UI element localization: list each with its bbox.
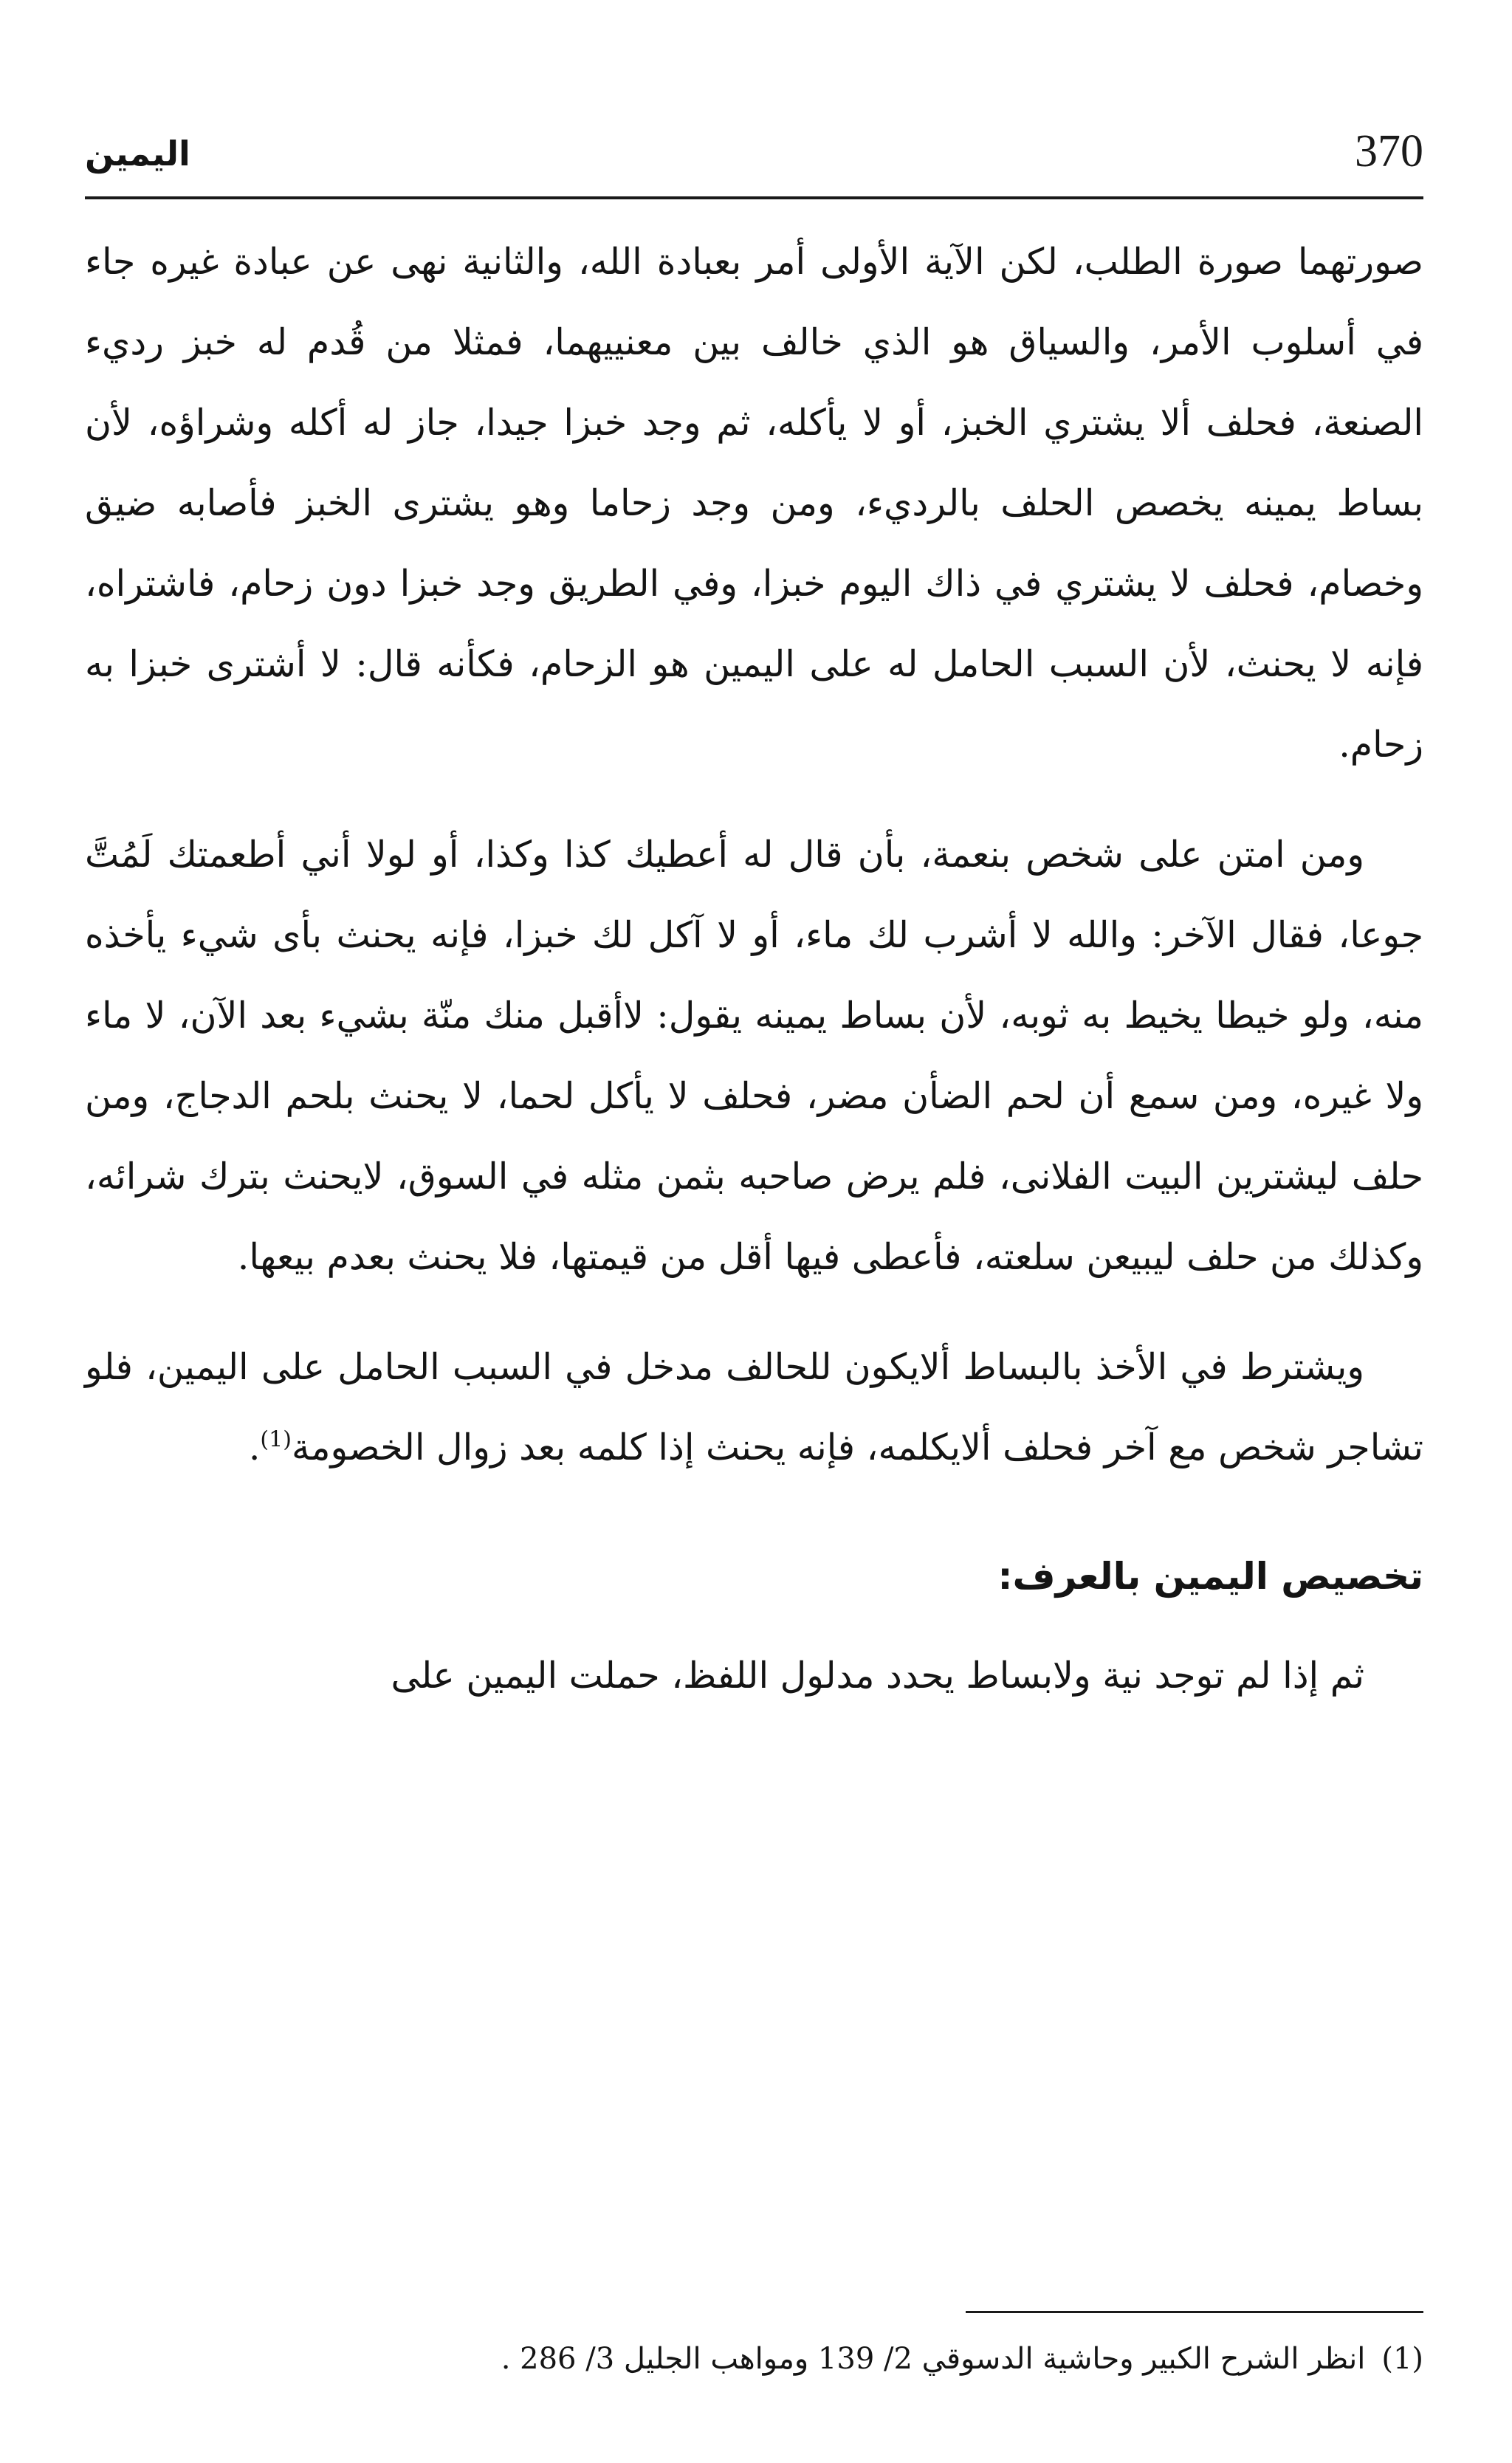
footnote-item bbox=[85, 2333, 1423, 2385]
footnotes bbox=[85, 2333, 1423, 2385]
paragraph-2: ومن امتن على شخص بنعمة، بأن قال له أعطيك كذا وكذا، أو لولا أني أطعمتك لَمُتَّ جوعا، فقال الآخر: والله لا أشرب لك ماء، أو لا آكل لك خبزا، فإنه يحنث بأى شيء يأخذه منه، ولو خيطا يخيط به ثوبه، لأن بساط يمينه يقول: لاأقبل منك منّة بشيء بعد الآن، لا ماء ولا غيره، ومن سمع أن لحم الضأن مضر، فحلف لا يأكل لحما، لا يحنث بلحم الدجاج، ومن حلف ليشترين البيت الفلانى، فلم يرض صاحبه بثمن مثله في السوق، لايحنث بترك شرائه، وكذلك من حلف ليبيعن سلعته، فأعطى فيها أقل من قيمتها، فلا يحنث بعدم بيعها. bbox=[85, 834, 1423, 1278]
paragraph-4: ثم إذا لم توجد نية ولابساط يحدد مدلول اللفظ، حملت اليمين على bbox=[391, 1655, 1364, 1697]
section-heading: تخصيص اليمين بالعرف: bbox=[997, 1555, 1423, 1598]
body-text bbox=[85, 221, 1423, 1745]
paragraph-3 bbox=[85, 1327, 1423, 1488]
header-rule bbox=[85, 196, 1423, 199]
footnote-text: انظر الشرح الكبير وحاشية الدسوقي 2/ 139 ومواهب الجليل 3/ 286 . bbox=[501, 2342, 1366, 2376]
paragraph-3-end: . bbox=[248, 1426, 261, 1468]
footnote-rule bbox=[966, 2311, 1423, 2313]
page-number: 370 bbox=[1355, 126, 1423, 176]
footnote-marker: (1) bbox=[1381, 2342, 1423, 2376]
paragraph-1: صورتهما صورة الطلب، لكن الآية الأولى أمر بعبادة الله، والثانية نهى عن عبادة غيره جاء في أسلوب الأمر، والسياق هو الذي خالف بين معنييهما، فمثلا من قُدم له خبز رديء الصنعة، فحلف ألا يشتري الخبز، أو لا يأكله، ثم وجد خبزا جيدا، جاز له أكله وشراؤه، لأن بساط يمينه يخصص الحلف بالرديء، ومن وجد زحاما وهو يشترى الخبز فأصابه ضيق وخصام، فحلف لا يشتري في ذاك اليوم خبزا، وفي الطريق وجد خبزا دون زحام، فاشتراه، فإنه لا يحنث، لأن السبب الحامل له على اليمين هو الزحام، فكأنه قال: لا أشترى خبزا به زحام. bbox=[85, 241, 1423, 766]
page-header bbox=[85, 111, 1423, 192]
running-title: اليمين bbox=[85, 134, 190, 174]
paragraph-3-text: ويشترط في الأخذ بالبساط ألايكون للحالف مدخل في السبب الحامل على اليمين، فلو تشاجر شخص مع آخر فحلف ألايكلمه، فإنه يحنث إذا كلمه بعد زوال الخصومة bbox=[85, 1346, 1423, 1468]
footnote-reference[interactable]: (1) bbox=[260, 1426, 292, 1453]
